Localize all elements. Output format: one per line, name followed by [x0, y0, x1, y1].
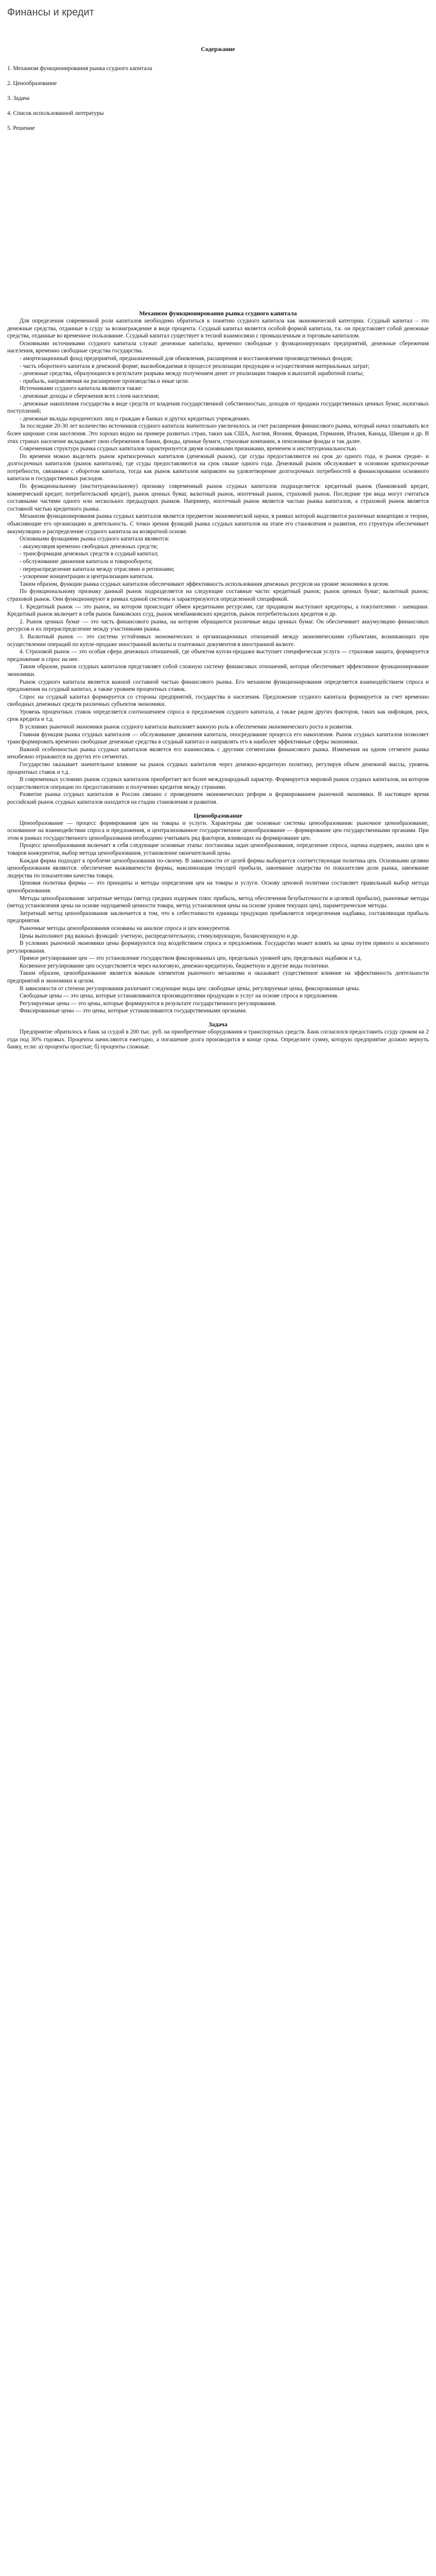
paragraph: Рыночные методы ценообразования основаны на анализе спроса и цен конкурентов.	[20, 925, 231, 931]
paragraph: Фиксированные цены — это цены, которые устанавливаются государственными органами.	[20, 1008, 247, 1014]
paragraph: - денежные накопления государства в виде средств от владения государственной собственностью, доходов от продажи государственных ценных бумаг, налоговых поступлений;	[7, 400, 429, 415]
toc-item: 4. Список использованной литературы	[7, 110, 104, 116]
paragraph: 2. Рынок ценных бумаг — это часть финансового рынка, на котором обращаются различные виды ценных бумаг. Он обеспечивает аккумуляцию финансовых ресурсов и их перераспределение между участниками рынка.	[7, 618, 429, 633]
paragraph: В современных условиях рынок ссудных капиталов приобретает все более международный характер. Формируется мировой рынок ссудных капиталов, на котором осуществляются операции по предоставлению и получению кредитов между странами.	[7, 776, 429, 790]
section-heading: Задача	[208, 1021, 228, 1028]
paragraph: Механизм функционирования рынка ссудных капиталов является предметом экономической науки, в рамках которой выделяются различные концепции и теории, объясняющие его организацию и деятельность. С точки зрения функций рынка ссудных капиталов на этапе его становления и развития, его структура обеспечивает аккумуляцию и распределение ссудного капитала на возвратной основе.	[7, 513, 429, 535]
paragraph: 4. Страховой рынок — это особая сфера денежных отношений, где объектом купли-продажи выступает специфическая услуга — страховая защита, формируется предложение и спрос на нее.	[7, 649, 429, 663]
paragraph: - денежные средства, образующиеся в результате разрыва между получением денег от реализации товаров и выплатой заработной платы;	[20, 370, 364, 377]
paragraph: По функциональному (институциональному) признаку современный рынок ссудных капиталов подразделяется: кредитный рынок (банковский кредит, коммерческий кредит, потребительский кредит), рынок ценных бумаг, валютный рынок, ипотечный рынок, страховой рынок. Последние три вида могут считаться составными частями одного или нескольких предыдущих рынков. Например, ипотечный рынок является частью рынка капиталов, а страховой рынок является составной частью кредитного рынка.	[7, 483, 429, 512]
paragraph: Косвенное регулирование цен осуществляется через налоговую, денежно-кредитную, бюджетную и другие виды политики.	[20, 962, 329, 969]
paragraph: Затратный метод ценообразования заключается в том, что к себестоимости единицы продукции прибавляется определенная надбавка, составляющая прибыль предприятия.	[7, 910, 429, 924]
paragraph: В условиях рыночной экономики цены формируются под воздействием спроса и предложения. Государство может влиять на цены путем прямого и косвенного регулирования.	[7, 940, 429, 954]
paragraph: Предприятие обратилось в банк за ссудой в 200 тыс. руб. на приобретение оборудования и транспортных средств. Банк согласился предоставить ссуду сроком на 2 года под 30% годовых. Проценты начисляются ежегодно, а погашение долга производится в конце срока. Определите сумму, которую предприятие должно вернуть банку, если: а) проценты простые; б) проценты сложные.	[7, 1029, 429, 1050]
table-of-contents	[7, 64, 429, 132]
paragraph: Спрос на ссудный капитал формируется со стороны предприятий, государства и населения. Предложение ссудного капитала формируется за счет временно свободных денежных средств различных субъектов экономики.	[7, 693, 429, 708]
paragraph: Таким образом, ценообразование является важным элементом рыночного механизма и оказывает существенное влияние на эффективность деятельности предприятий и экономики в целом.	[7, 970, 429, 985]
paragraph: Цены выполняют ряд важных функций: учетную, распределительную, стимулирующую, балансирующую и др.	[20, 933, 299, 939]
section-heading: Ценообразование	[194, 811, 242, 819]
document-title: Финансы и кредит	[7, 7, 94, 18]
paragraph: Основными источниками ссудного капитала служат денежные капиталы, временно свободные у функционирующих предприятий, денежные сбережения населения, временно свободные средства государства.	[7, 340, 429, 354]
paragraph: Прямое регулирование цен — это установление государством фиксированных цен, предельных уровней цен, предельных надбавок и т.д.	[20, 955, 362, 962]
toc-item: 5. Решение	[7, 125, 35, 131]
paragraph: - обслуживание движения капитала и товарооборота;	[20, 558, 153, 565]
paragraph: В зависимости от степени регулирования различают следующие виды цен: свободные цены, регулируемые цены, фиксированные цены.	[20, 985, 360, 992]
paragraph: - денежные доходы и сбережения всех слоев населения;	[20, 393, 160, 399]
paragraph: - перераспределение капитала между отраслями и регионами;	[20, 566, 175, 572]
paragraph: Регулируемые цены — это цены, которые формируются в результате государственного регулирования.	[20, 1000, 276, 1007]
paragraph: Источниками ссудного капитала являются также:	[20, 385, 143, 392]
paragraph: - часть оборотного капитала в денежной форме, высвобождаемая в процессе реализации продукции и осуществления материальных затрат;	[20, 363, 370, 369]
paragraph: За последние 20-30 лет количество источников ссудного капитала значительно увеличилось за счет расширения финансового рынка, который начал охватывать все более широкие слои населения. Это хорошо видно на примере развитых стран, таких как США, Англия, Япония, Франция, Германия, Италия, Канада, Швеция и др. В этих странах население вкладывает свои сбережения в банки, фонды, ценные бумаги, страховые компании, в пенсионные фонды и так далее.	[7, 423, 429, 445]
toc-item: 3. Задача	[7, 95, 30, 101]
paragraph: Уровень процентных ставок определяется соотношением спроса и предложения ссудного капитала, а также рядом других факторов, таких как инфляция, риск, срок кредита и т.д.	[7, 708, 429, 723]
paragraph: Для определения современной роли капиталов необходимо обратиться к понятию ссудного капитала как экономической категории. Ссудный капитал – это денежные средства, отданные в ссуду за вознаграждение в виде процента. Ссудный капитал является особой формой капитала, т.к. он представляет собой денежные средства, отданные во временное пользование. Ссудный капитал существует в тесной взаимосвязи с промышленным и торговым капиталом.	[7, 318, 429, 340]
paragraph: - амортизационный фонд предприятий, предназначенный для обновления, расширения и восстановления производственных фондов;	[20, 355, 353, 362]
paragraph: Свободные цены — это цены, которые устанавливаются производителями продукции и услуг на основе спроса и предложения.	[20, 993, 339, 999]
toc-item: 1. Механизм функционирования рынка ссудного капитала	[7, 65, 152, 72]
paragraph: - трансформация денежных средств в ссудный капитал;	[20, 551, 159, 557]
paragraph: 3. Валютный рынок — это система устойчивых экономических и организационных отношений между экономическими субъектами, возникающих при осуществлении операций по купле-продаже иностранной валюты и платежных документов в иностранной валюте.	[7, 633, 429, 648]
paragraph: 1. Кредитный рынок — это рынок, на котором происходит обмен кредитными ресурсами, где продавцом выступают кредиторы, а покупателями - заемщики. Кредитный рынок включает в себя рынок банковских ссуд, рынок межбанковских кредитов, рынок потребительских кредитов и др.	[7, 603, 429, 618]
paragraph: Главная функция рынка ссудных капиталов — обслуживание движения капитала, опосредование процесса его накопления. Рынок ссудных капиталов позволяет трансформировать временно свободные денежные средства в ссудный капитал и направлять его в наиболее эффективные сферы экономики.	[7, 731, 429, 745]
paragraph: - прибыль, направляемая на расширение производства и иные цели.	[20, 378, 189, 384]
paragraph: Таким образом, рынок ссудных капиталов представляет собой сложную систему финансовых отношений, которая обеспечивает эффективное функционирование экономики.	[7, 664, 429, 677]
section-heading: Механизм функционирования рынка ссудного капитала	[139, 310, 297, 317]
section-body	[7, 820, 429, 1015]
paragraph: Основными функциями рынка ссудного капитала являются:	[20, 536, 170, 543]
paragraph: В условиях рыночной экономики рынок ссудного капитала выполняет важную роль в обеспечении экономического роста и развития.	[20, 724, 353, 731]
paragraph: Каждая фирма подходит к проблеме ценообразования по-своему. В зависимости от целей фирмы выбирается соответствующая политика цен. Основными целями ценообразования являются: обеспечение выживаемости фирмы, максимизация текущей прибыли, завоевание лидерства по показателям доли рынка, завоевание лидерства по показателям качества товара.	[7, 857, 429, 879]
paragraph: - ускорение концентрации и централизации капитала.	[20, 573, 154, 580]
paragraph: По времени можно выделить рынок краткосрочных капиталов (денежный рынок), где ссуды предоставляются на срок до одного года, и рынок средне- и долгосрочных капиталов (рынок капиталов), где ссуды предоставляются на срок свыше одного года. Денежный рынок обслуживает в основном краткосрочные потребности, связанные с оборотом капитала, тогда как рынок капиталов направлен на удовлетворение долгосрочных потребностей в финансировании основного капитала и государственных расходов.	[7, 453, 429, 482]
section-body	[7, 1028, 429, 1051]
paragraph: Развитие рынка ссудных капиталов в России связано с проведением экономических реформ и формированием рыночной экономики. В настоящее время российский рынок ссудных капиталов находится на стадии становления и развития.	[7, 791, 429, 805]
paragraph: Ценообразование — процесс формирования цен на товары и услуги. Характерны две основные системы ценообразования: рыночное ценообразование, основанное на взаимодействии спроса и предложения, и централизованное государственное ценообразование — формирование цен государственными органами. При этом в рамках государственного ценообразования необходимо учитывать ряд факторов, влияющих на формирование цен.	[7, 820, 429, 841]
toc-heading: Содержание	[201, 45, 235, 53]
paragraph: Ценовая политика фирмы — это принципы и методы определения цен на товары и услуги. Основу ценовой политики составляет правильный выбор метода ценообразования.	[7, 880, 429, 894]
paragraph: Современная структура рынка ссудных капиталов характеризуется двумя основными признаками, временем и институциональностью.	[20, 446, 358, 452]
paragraph: - денежные вклады юридических лиц и граждан в банках и других кредитных учреждениях.	[20, 415, 251, 422]
paragraph: Таким образом, функции рынка ссудных капиталов обеспечивают эффективность использования денежных ресурсов на уровне экономики в целом.	[20, 581, 390, 587]
paragraph: Государство оказывает значительное влияние на рынок ссудных капиталов через денежно-кредитную политику, регулируя объем денежной массы, уровень процентных ставок и т.д.	[7, 761, 429, 775]
paragraph: Важной особенностью рынка ссудных капиталов является его взаимосвязь с другими сегментами финансового рынка. Изменения на одном сегменте рынка неизбежно отражаются на других его сегментах.	[7, 746, 429, 760]
toc-item: 2. Ценообразование	[7, 80, 57, 87]
paragraph: Процесс ценообразования включает в себя следующие основные этапы: постановка задач ценообразования, определение спроса, оценка издержек, анализ цен и товаров конкурентов, выбор метода ценообразования, установление окончательной цены.	[7, 842, 429, 856]
paragraph: По функциональному признаку данный рынок подразделяется на следующие составные части: кредитный рынок; рынок ценных бумаг; валютный рынок; страховой рынок. Они функционируют в рамках единой системы и характеризуются определенной спецификой.	[7, 588, 429, 602]
paragraph: Рынок ссудного капитала является важной составной частью финансового рынка. Его механизм функционирования определяется взаимодействием спроса и предложения на ссудный капитал, а также уровнем процентных ставок.	[7, 679, 429, 693]
section-body	[7, 317, 429, 806]
paragraph: - аккумуляция временно свободных денежных средств;	[20, 543, 158, 550]
paragraph: Методы ценообразования: затратные методы (метод средних издержек плюс прибыль, метод обеспечения безубыточности и целевой прибыли), рыночные методы (метод установления цены на основе ощущаемой ценности товара, метод установления цены на основе уровня текущих цен), параметрические методы.	[7, 895, 429, 909]
